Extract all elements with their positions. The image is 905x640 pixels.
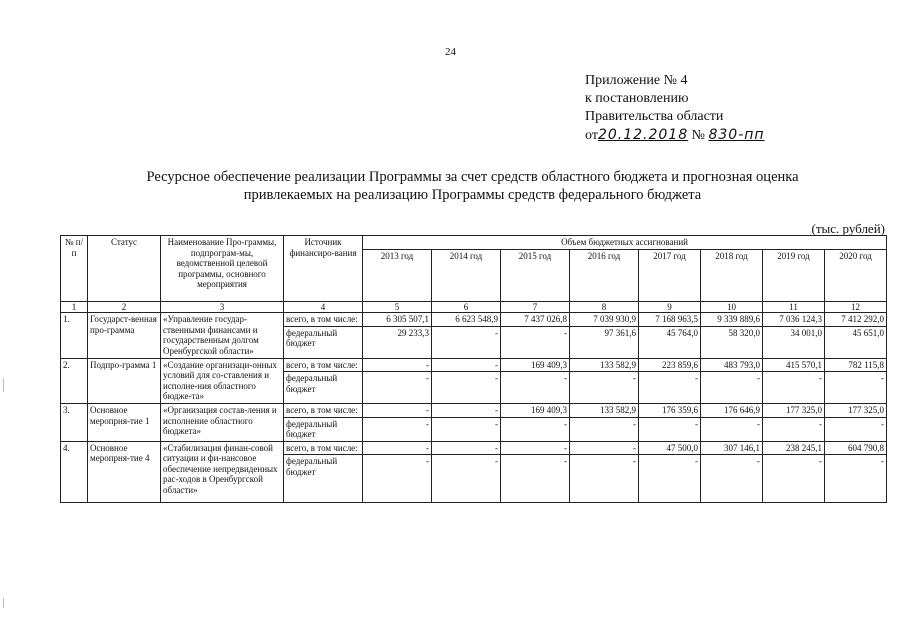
header-year: 2017 год (639, 249, 701, 301)
scan-edge-mark (3, 598, 4, 608)
value-cell: - (639, 455, 701, 503)
value-cell: 133 582,9 (570, 358, 639, 372)
value-cell: 604 790,8 (825, 441, 887, 455)
row-source-federal: федеральный бюджет (284, 326, 363, 358)
budget-table (60, 235, 887, 503)
column-index: 8 (570, 301, 639, 313)
page-number: 24 (445, 46, 456, 58)
value-cell: - (432, 417, 501, 441)
value-cell: - (363, 441, 432, 455)
value-cell: 47 500,0 (639, 441, 701, 455)
header-year: 2013 год (363, 249, 432, 301)
row-source-total: всего, в том числе: (284, 441, 363, 455)
value-cell: 7 036 124,3 (763, 313, 825, 327)
table-row (61, 441, 887, 455)
row-name: «Организация состав-ления и исполнение областного бюджета» (161, 404, 284, 442)
value-cell: 238 245,1 (763, 441, 825, 455)
appendix-date-line (585, 126, 765, 145)
value-cell: - (432, 441, 501, 455)
value-cell: - (432, 455, 501, 503)
header-year: 2015 год (501, 249, 570, 301)
column-index: 5 (363, 301, 432, 313)
row-num: 2. (61, 358, 88, 404)
units-label: (тыс. рублей) (811, 221, 885, 236)
value-cell: 7 168 963,5 (639, 313, 701, 327)
title-line-1: Ресурсное обеспечение реализации Программы за счет средств областного бюджета и прогнозная оценка (146, 169, 799, 185)
header-year: 2019 год (763, 249, 825, 301)
value-cell: - (825, 455, 887, 503)
header-row (61, 236, 887, 250)
row-num: 3. (61, 404, 88, 442)
value-cell: 97 361,6 (570, 326, 639, 358)
value-cell: 9 339 889,6 (701, 313, 763, 327)
value-cell: 176 359,6 (639, 404, 701, 418)
column-index: 6 (432, 301, 501, 313)
appendix-line-1: Приложение № 4 (585, 73, 688, 88)
value-cell: 34 001,0 (763, 326, 825, 358)
value-cell: - (363, 417, 432, 441)
value-cell: - (570, 441, 639, 455)
title-line-2: привлекаемых на реализацию Программы средств федерального бюджета (243, 187, 702, 203)
value-cell: 415 570,1 (763, 358, 825, 372)
value-cell: - (363, 404, 432, 418)
column-index: 11 (763, 301, 825, 313)
value-cell: 7 039 930,9 (570, 313, 639, 327)
header-volume: Объем бюджетных ассигнований (363, 236, 887, 250)
row-source-total: всего, в том числе: (284, 358, 363, 372)
scan-edge-mark (3, 378, 4, 392)
value-cell: - (501, 326, 570, 358)
value-cell: 6 305 507,1 (363, 313, 432, 327)
column-index: 1 (61, 301, 88, 313)
value-cell: - (501, 441, 570, 455)
value-cell: 6 623 548,9 (432, 313, 501, 327)
value-cell: - (501, 417, 570, 441)
column-index: 7 (501, 301, 570, 313)
value-cell: - (432, 372, 501, 404)
header-year: 2016 год (570, 249, 639, 301)
value-cell: - (825, 372, 887, 404)
row-name: «Управление государ-ственными финансами и государственным долгом Оренбургской области» (161, 313, 284, 359)
row-status: Государст-венная про-грамма (88, 313, 161, 359)
value-cell: 169 409,3 (501, 358, 570, 372)
header-source: Источник финансиро-вания (284, 236, 363, 302)
value-cell: 29 233,3 (363, 326, 432, 358)
value-cell: - (363, 358, 432, 372)
header-year: 2020 год (825, 249, 887, 301)
row-source-total: всего, в том числе: (284, 313, 363, 327)
column-index: 10 (701, 301, 763, 313)
row-status: Подпро-грамма 1 (88, 358, 161, 404)
header-num: № п/п (61, 236, 88, 302)
row-source-federal: федеральный бюджет (284, 455, 363, 503)
value-cell: - (432, 326, 501, 358)
handwritten-number: 830-пп (708, 127, 765, 143)
value-cell: 223 859,6 (639, 358, 701, 372)
value-cell: 782 115,8 (825, 358, 887, 372)
appendix-line-3: Правительства области (585, 109, 724, 124)
column-index: 12 (825, 301, 887, 313)
row-name: «Создание организаци-онных условий для со-ставления и исполне-ния областного бюдже-та» (161, 358, 284, 404)
value-cell: 483 793,0 (701, 358, 763, 372)
value-cell: 177 325,0 (763, 404, 825, 418)
header-name: Наименование Про-граммы, подпрограм-мы, ведомственной целевой программы, основного мероприятия (161, 236, 284, 302)
column-index: 9 (639, 301, 701, 313)
value-cell: - (701, 372, 763, 404)
value-cell: - (701, 417, 763, 441)
value-cell: 45 651,0 (825, 326, 887, 358)
value-cell: - (432, 358, 501, 372)
column-index: 4 (284, 301, 363, 313)
document-title (60, 168, 885, 204)
appendix-block (585, 72, 765, 145)
row-source-federal: федеральный бюджет (284, 417, 363, 441)
value-cell: - (763, 455, 825, 503)
value-cell: - (639, 417, 701, 441)
column-index: 2 (88, 301, 161, 313)
value-cell: - (570, 455, 639, 503)
column-index-row (61, 301, 887, 313)
value-cell: - (763, 417, 825, 441)
handwritten-date: 20.12.2018 (597, 127, 689, 143)
value-cell: 7 437 026,8 (501, 313, 570, 327)
value-cell: 45 764,0 (639, 326, 701, 358)
header-year: 2014 год (432, 249, 501, 301)
row-name: «Стабилизация финан-совой ситуации и фи-нансовое обеспечение непредвиденных рас-ходов в Оренбургской области» (161, 441, 284, 503)
row-source-total: всего, в том числе: (284, 404, 363, 418)
value-cell: - (825, 417, 887, 441)
value-cell: 7 412 292,0 (825, 313, 887, 327)
value-cell: 58 320,0 (701, 326, 763, 358)
row-status: Основное меропрня-тие 1 (88, 404, 161, 442)
row-source-federal: федеральный бюджет (284, 372, 363, 404)
column-index: 3 (161, 301, 284, 313)
table-row (61, 404, 887, 418)
table-row (61, 358, 887, 372)
value-cell: - (501, 372, 570, 404)
value-cell: - (570, 372, 639, 404)
value-cell: - (701, 455, 763, 503)
appendix-line-2: к постановлению (585, 91, 689, 106)
value-cell: - (763, 372, 825, 404)
date-prefix: от (585, 128, 598, 143)
row-status: Основное меропрня-тие 4 (88, 441, 161, 503)
number-prefix: № (691, 128, 705, 143)
header-status: Статус (88, 236, 161, 302)
value-cell: - (570, 417, 639, 441)
value-cell: - (501, 455, 570, 503)
row-num: 1. (61, 313, 88, 359)
value-cell: - (363, 372, 432, 404)
header-year: 2018 год (701, 249, 763, 301)
value-cell: - (432, 404, 501, 418)
value-cell: 169 409,3 (501, 404, 570, 418)
value-cell: 307 146,1 (701, 441, 763, 455)
table-row (61, 313, 887, 327)
value-cell: 133 582,9 (570, 404, 639, 418)
value-cell: - (639, 372, 701, 404)
value-cell: 177 325,0 (825, 404, 887, 418)
row-num: 4. (61, 441, 88, 503)
value-cell: - (363, 455, 432, 503)
value-cell: 176 646,9 (701, 404, 763, 418)
